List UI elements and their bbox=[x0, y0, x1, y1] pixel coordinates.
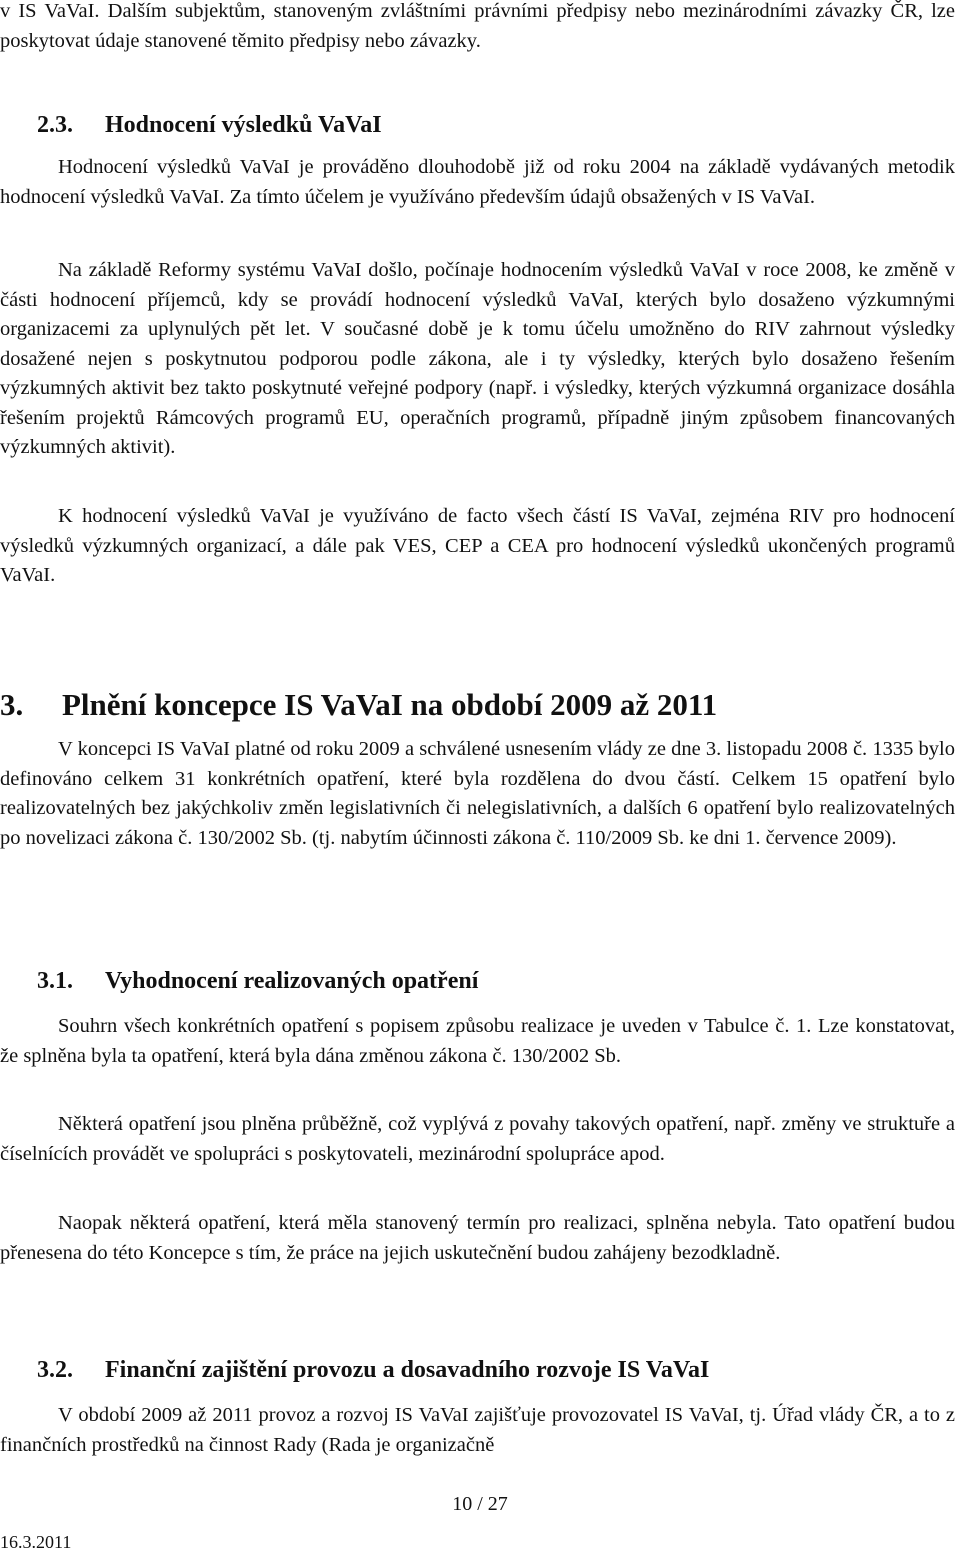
paragraph: Souhrn všech konkrétních opatření s popisem způsobu realizace je uveden v Tabulce č. 1. Lze konstatovat, že splněna byla ta opatření, která byla dána změnou zákona č. 130/2002 Sb. bbox=[0, 1015, 955, 1067]
paragraph: Na základě Reformy systému VaVaI došlo, počínaje hodnocením výsledků VaVaI v roce 2008, ke změně v části hodnocení příjemců, kdy se provádí hodnocení výsledků VaVaI, kterých bylo dosaženo výzkumnými organizacemi za uplynulých pět let. V současné době je k tomu účelu umožněno do RIV zahrnout výsledky dosažené nejen s poskytnutou podporou podle zákona, ale i ty výsledky, kterých bylo dosaženo řešením výzkumných aktivit bez takto poskytnuté veřejné podpory (např. i výsledky, kterých výzkumná organizace dosáhla řešením projektů Rámcových programů EU, operačních programů, případně jiným způsobem financovaných výzkumných aktivit). bbox=[0, 259, 955, 458]
section-title: Hodnocení výsledků VaVaI bbox=[105, 112, 382, 138]
section-number: 3.1. bbox=[37, 968, 73, 994]
section-number: 3.2. bbox=[37, 1357, 73, 1383]
paragraph: K hodnocení výsledků VaVaI je využíváno de facto všech částí IS VaVaI, zejména RIV pro hodnocení výsledků výzkumných organizací, a dále pak VES, CEP a CEA pro hodnocení výsledků ukončených programů VaVaI. bbox=[0, 505, 955, 586]
section-title: Vyhodnocení realizovaných opatření bbox=[105, 968, 479, 994]
paragraph: Některá opatření jsou plněna průběžně, což vyplývá z povahy takových opatření, např. změny ve struktuře a číselnících provádět ve spolupráci s poskytovateli, mezinárodní spolupráce apod. bbox=[0, 1113, 955, 1165]
page-number: 10 / 27 bbox=[452, 1493, 508, 1515]
paragraph: Naopak některá opatření, která měla stanovený termín pro realizaci, splněna nebyla. Tato opatření budou přenesena do této Koncepce s tím, že práce na jejich uskutečnění budou zahájeny bezodkladně. bbox=[0, 1212, 955, 1264]
footer-date: 16.3.2011 bbox=[0, 1532, 72, 1552]
paragraph: Hodnocení výsledků VaVaI je prováděno dlouhodobě již od roku 2004 na základě vydávaných metodik hodnocení výsledků VaVaI. Za tímto účelem je využíváno především údajů obsažených v IS VaVaI. bbox=[0, 156, 955, 208]
section-number: 2.3. bbox=[37, 112, 73, 138]
paragraph: V koncepci IS VaVaI platné od roku 2009 a schválené usnesením vlády ze dne 3. listopadu 2008 č. 1335 bylo definováno celkem 31 konkrétních opatření, které byla rozdělena do dvou částí. Celkem 15 opatření bylo realizovatelných bez jakýchkoliv změn legislativních či nelegislativních, a dalších 6 opatření bylo realizovatelných po novelizaci zákona č. 130/2002 Sb. (tj. nabytím účinnosti zákona č. 110/2009 Sb. ke dni 1. července 2009). bbox=[0, 738, 955, 849]
section-title: Plnění koncepce IS VaVaI na období 2009 až 2011 bbox=[62, 687, 718, 722]
intro-paragraph: v IS VaVaI. Dalším subjektům, stanoveným zvláštními právními předpisy nebo mezinárodními závazky ČR, lze poskytovat údaje stanovené těmito předpisy nebo závazky. bbox=[0, 0, 955, 52]
section-title: Finanční zajištění provozu a dosavadního rozvoje IS VaVaI bbox=[105, 1357, 710, 1383]
paragraph: V období 2009 až 2011 provoz a rozvoj IS VaVaI zajišťuje provozovatel IS VaVaI, tj. Úřad vlády ČR, a to z finančních prostředků na činnost Rady (Rada je organizačně bbox=[0, 1404, 955, 1456]
section-number: 3. bbox=[0, 687, 24, 722]
